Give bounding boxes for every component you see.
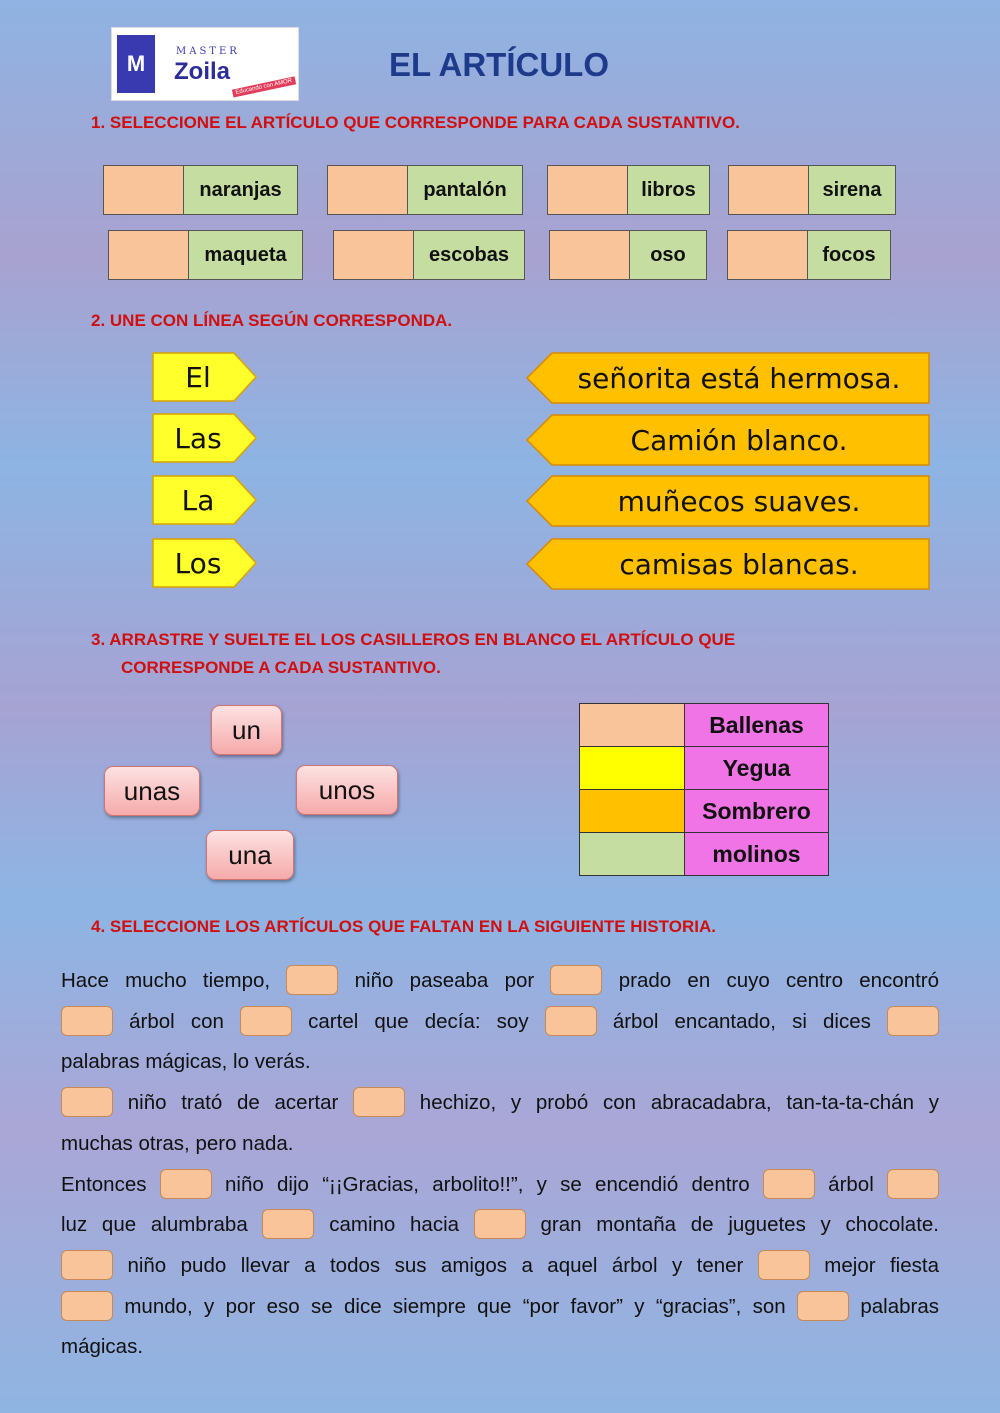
story-fragment: mundo, y por eso se dice siempre que “por favor” y “gracias”, son	[124, 1294, 786, 1318]
noun-label: maqueta	[189, 231, 302, 279]
noun-label: pantalón	[408, 166, 522, 214]
article-blank[interactable]	[545, 1006, 597, 1036]
article-label: El	[185, 360, 211, 394]
story-line	[61, 961, 939, 1002]
article-select-box[interactable]	[728, 231, 808, 279]
article-blank[interactable]	[160, 1169, 212, 1199]
noun-pair	[108, 230, 303, 280]
logo-master-text: MASTER	[176, 46, 240, 57]
story-line	[61, 1287, 939, 1328]
story-fragment: niño trató de acertar	[127, 1091, 339, 1115]
story-fragment: gran montaña de juguetes y chocolate.	[540, 1213, 939, 1237]
phrase-arrow[interactable]	[526, 475, 930, 527]
story-fragment: palabras	[860, 1294, 939, 1318]
story-line	[61, 1042, 939, 1083]
noun-pair	[727, 230, 891, 280]
noun-label: sirena	[809, 166, 895, 214]
story-fragment: árbol	[828, 1172, 874, 1196]
logo-zoila-text: Zoila	[174, 58, 231, 85]
table-row	[580, 833, 829, 876]
story-line	[61, 1205, 939, 1246]
article-blank[interactable]	[797, 1291, 849, 1321]
noun-pair	[103, 165, 298, 215]
story-line	[61, 1002, 939, 1043]
phrase-arrow[interactable]	[526, 352, 930, 404]
article-arrow[interactable]	[152, 475, 256, 525]
noun-pair	[333, 230, 525, 280]
article-blank[interactable]	[61, 1087, 113, 1117]
table-row	[580, 747, 829, 790]
story-fragment: Hace mucho tiempo,	[61, 969, 271, 992]
story-line	[61, 1327, 939, 1368]
article-select-box[interactable]	[334, 231, 414, 279]
story-line	[61, 1124, 939, 1165]
article-blank[interactable]	[262, 1209, 314, 1239]
drop-zone[interactable]	[580, 790, 685, 833]
draggable-tile-un[interactable]: un	[211, 705, 282, 755]
article-arrow[interactable]	[152, 538, 256, 588]
section4-heading: 4. SELECCIONE LOS ARTÍCULOS QUE FALTAN EN LA SIGUIENTE HISTORIA.	[91, 917, 716, 936]
article-label: La	[181, 483, 215, 517]
draggable-tile-unos[interactable]: unos	[296, 765, 398, 815]
article-blank[interactable]	[758, 1250, 810, 1280]
drop-zone[interactable]	[580, 747, 685, 790]
article-select-box[interactable]	[729, 166, 809, 214]
section1-heading: 1. SELECCIONE EL ARTÍCULO QUE CORRESPONDE PARA CADA SUSTANTIVO.	[91, 113, 740, 132]
phrase-arrow[interactable]	[526, 414, 930, 466]
article-select-box[interactable]	[109, 231, 189, 279]
story-fragment: niño pudo llevar a todos sus amigos a aquel árbol y tener	[127, 1253, 744, 1277]
noun-cell: Sombrero	[685, 790, 829, 833]
story-text	[61, 961, 939, 1368]
article-select-box[interactable]	[328, 166, 408, 214]
story-fragment: mágicas.	[61, 1335, 144, 1359]
story-fragment: cartel que decía: soy	[308, 1009, 529, 1033]
noun-pair	[547, 165, 710, 215]
article-label: Los	[174, 546, 222, 580]
story-fragment: hechizo, y probó con abracadabra, tan-ta-ta-chán y	[419, 1091, 939, 1115]
article-arrow[interactable]	[152, 413, 256, 463]
noun-pair	[549, 230, 707, 280]
noun-label: libros	[628, 166, 709, 214]
story-fragment: niño dijo “¡¡Gracias, arbolito!!”, y se encendió dentro	[225, 1172, 750, 1196]
story-fragment: palabras mágicas, lo verás.	[61, 1050, 311, 1074]
article-blank[interactable]	[61, 1250, 113, 1280]
article-blank[interactable]	[353, 1087, 405, 1117]
article-select-box[interactable]	[104, 166, 184, 214]
noun-label: escobas	[414, 231, 524, 279]
drop-table	[579, 703, 829, 876]
story-fragment: árbol encantado, si dices	[612, 1009, 871, 1033]
noun-label: oso	[630, 231, 706, 279]
drop-zone[interactable]	[580, 704, 685, 747]
phrase-arrow[interactable]	[526, 538, 930, 590]
article-blank[interactable]	[763, 1169, 815, 1199]
logo-tagline: Educando con AMOR	[232, 76, 296, 97]
story-fragment: muchas otras, pero nada.	[61, 1131, 294, 1155]
draggable-tile-una[interactable]: una	[206, 830, 294, 880]
story-line	[61, 1246, 939, 1287]
section3-heading-line2: CORRESPONDE A CADA SUSTANTIVO.	[121, 658, 441, 677]
page-title: EL ARTÍCULO	[389, 46, 609, 83]
noun-cell: molinos	[685, 833, 829, 876]
article-label: Las	[174, 421, 222, 455]
article-blank[interactable]	[61, 1006, 113, 1036]
noun-pair	[728, 165, 896, 215]
story-fragment: Entonces	[61, 1172, 147, 1196]
phrase-label: Camión blanco.	[630, 423, 848, 457]
story-fragment: mejor fiesta	[824, 1253, 939, 1277]
noun-pair	[327, 165, 523, 215]
article-blank[interactable]	[474, 1209, 526, 1239]
draggable-tile-unas[interactable]: unas	[104, 766, 200, 816]
phrase-label: camisas blancas.	[619, 547, 859, 581]
noun-cell: Ballenas	[685, 704, 829, 747]
table-row	[580, 704, 829, 747]
story-fragment: luz que alumbraba	[61, 1213, 248, 1237]
article-blank[interactable]	[61, 1291, 113, 1321]
phrase-label: señorita está hermosa.	[577, 361, 901, 395]
section3-heading: 3. ARRASTRE Y SUELTE EL LOS CASILLEROS EN BLANCO EL ARTÍCULO QUE	[91, 630, 736, 649]
article-blank[interactable]	[240, 1006, 292, 1036]
noun-label: focos	[808, 231, 890, 279]
story-line	[61, 1165, 939, 1206]
article-select-box[interactable]	[550, 231, 630, 279]
article-blank[interactable]	[286, 965, 338, 995]
story-fragment: camino hacia	[329, 1213, 460, 1237]
noun-cell: Yegua	[685, 747, 829, 790]
section2-heading: 2. UNE CON LÍNEA SEGÚN CORRESPONDA.	[91, 311, 453, 330]
article-arrow[interactable]	[152, 352, 256, 402]
drop-zone[interactable]	[580, 833, 685, 876]
noun-label: naranjas	[184, 166, 297, 214]
article-blank[interactable]	[887, 1006, 939, 1036]
story-fragment: niño paseaba por	[354, 969, 535, 992]
story-fragment: árbol con	[129, 1009, 224, 1033]
logo	[111, 27, 299, 101]
article-blank[interactable]	[550, 965, 602, 995]
story-fragment: prado en cuyo centro encontró	[618, 969, 940, 992]
story-line	[61, 1083, 939, 1124]
table-row	[580, 790, 829, 833]
logo-mark: M	[117, 35, 155, 93]
article-blank[interactable]	[887, 1169, 939, 1199]
phrase-label: muñecos suaves.	[617, 484, 861, 518]
article-select-box[interactable]	[548, 166, 628, 214]
